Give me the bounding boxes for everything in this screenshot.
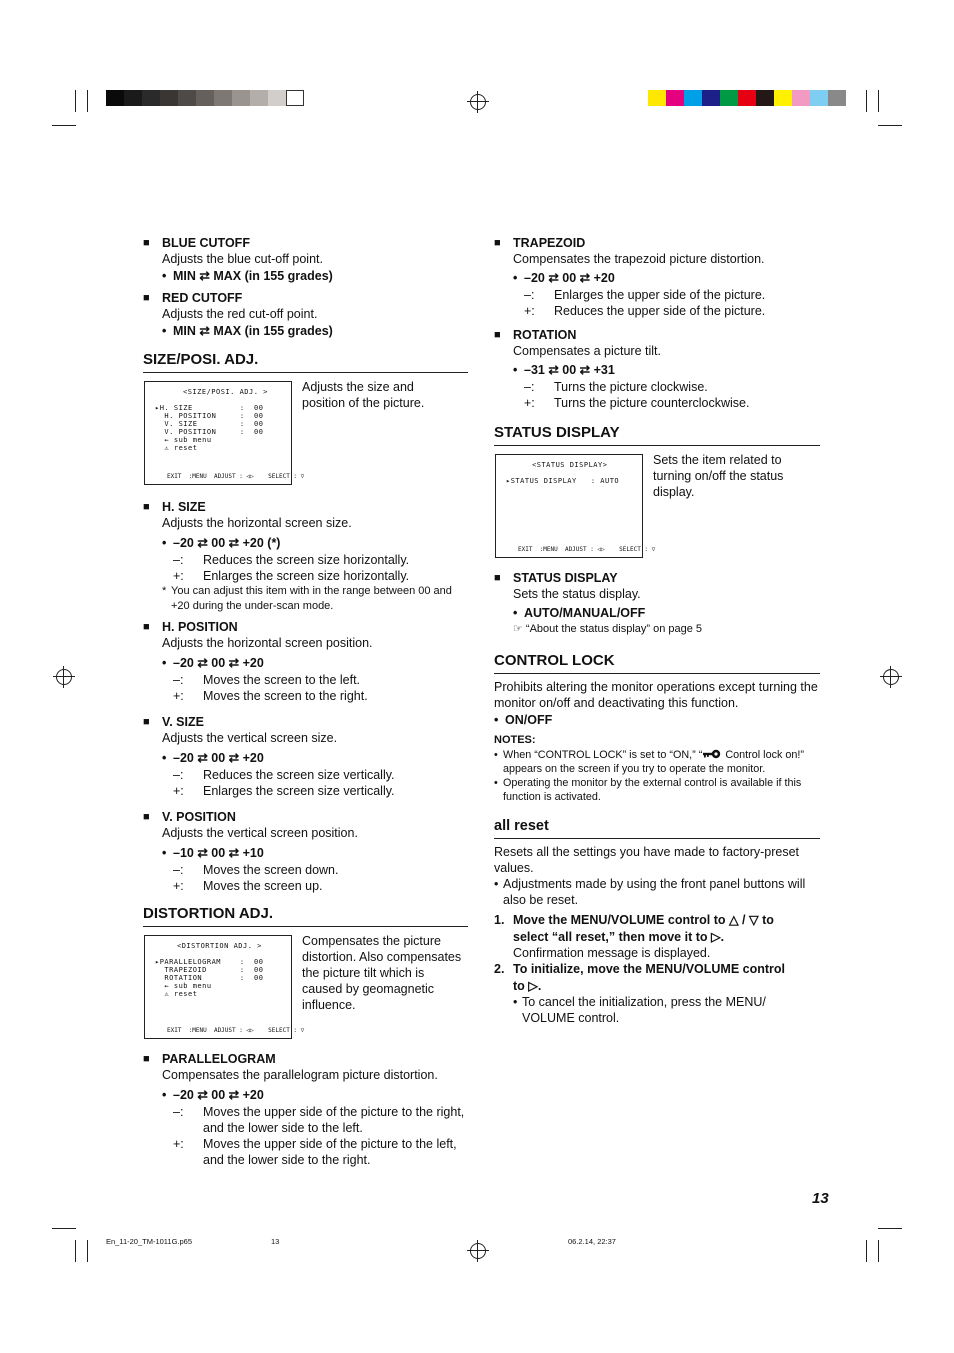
crop-mark: [87, 1240, 88, 1262]
calibration-swatch: [106, 90, 124, 106]
size-posi-heading: SIZE/POSI. ADJ.: [143, 350, 468, 373]
rotation-minus: –: Turns the picture clockwise.: [524, 380, 708, 394]
h-size-desc: Adjusts the horizontal screen size.: [162, 516, 352, 530]
h-position-desc: Adjusts the horizontal screen position.: [162, 636, 373, 650]
registration-mark-bottom: [470, 1243, 486, 1259]
calibration-swatch: [268, 90, 286, 106]
status-display-item-desc: Sets the status display.: [513, 587, 641, 601]
page-number: 13: [812, 1190, 829, 1207]
v-position-plus: +: Moves the screen up.: [173, 879, 323, 893]
osd-footer: EXIT :MENU ADJUST : ◁▷ SELECT : ▽: [167, 473, 305, 480]
status-display-ref: ☞ “About the status display” on page 5: [513, 623, 703, 635]
crop-mark: [878, 125, 902, 126]
left-column: [143, 225, 468, 1168]
calibration-swatch: [178, 90, 196, 106]
footer-file: En_11-20_TM-1011G.p65: [106, 1237, 193, 1246]
h-size-minus: –: Reduces the screen size horizontally.: [173, 553, 410, 567]
notes-label: NOTES:: [494, 734, 536, 746]
all-reset-bullet: • Adjustments made by using the front panel buttons will also be reset.: [494, 877, 806, 907]
size-posi-osd-screen: [144, 381, 305, 485]
crop-mark: [866, 1240, 867, 1262]
all-reset-step-1: 1. Move the MENU/VOLUME control to △ / ▽ to select “all reset,” then move it to ▷.: [494, 913, 774, 944]
all-reset-step-2-note: • To cancel the initialization, press the MENU/ VOLUME control.: [513, 995, 766, 1025]
distortion-heading: DISTORTION ADJ.: [143, 904, 468, 927]
crop-mark: [866, 90, 867, 112]
crop-mark: [75, 90, 76, 112]
osd-title: <STATUS DISPLAY>: [532, 461, 608, 469]
size-posi-desc: Adjusts the size and position of the picture.: [302, 380, 425, 410]
v-position-desc: Adjusts the vertical screen position.: [162, 826, 358, 840]
registration-mark-right: [883, 669, 899, 685]
red-cutoff-desc: Adjusts the red cut-off point.: [162, 307, 318, 321]
calibration-swatch: [756, 90, 774, 106]
parallelogram-plus: +: Moves the upper side of the picture to the left, and the lower side to the right.: [173, 1137, 457, 1167]
registration-mark-top: [470, 94, 486, 110]
h-position-title: ■ H. POSITION: [143, 619, 468, 635]
rotation-range: • –31 ⇄ 00 ⇄ +31: [513, 363, 615, 377]
calibration-swatch: [774, 90, 792, 106]
crop-mark: [878, 90, 879, 112]
control-lock-note-1: • When “CONTROL LOCK” is set to “ON,” “ Control lock on!” appears on the screen if you try to operate the monitor.: [494, 749, 804, 775]
footer-page: 13: [271, 1237, 280, 1246]
h-size-plus: +: Enlarges the screen size horizontally.: [173, 569, 410, 583]
parallelogram-range: • –20 ⇄ 00 ⇄ +20: [162, 1088, 264, 1102]
parallelogram-desc: Compensates the parallelogram picture distortion.: [162, 1068, 438, 1082]
trapezoid-range: • –20 ⇄ 00 ⇄ +20: [513, 271, 615, 285]
trapezoid-minus: –: Enlarges the upper side of the picture.: [524, 288, 766, 302]
calibration-swatch: [232, 90, 250, 106]
trapezoid-desc: Compensates the trapezoid picture distortion.: [513, 252, 765, 266]
calibration-swatch: [214, 90, 232, 106]
parallelogram-title: ■ PARALLELOGRAM: [143, 1051, 468, 1067]
calibration-swatch: [196, 90, 214, 106]
h-size-range: • –20 ⇄ 00 ⇄ +20 (*): [162, 536, 281, 550]
calibration-swatch: [810, 90, 828, 106]
v-size-range: • –20 ⇄ 00 ⇄ +20: [162, 751, 264, 765]
h-position-plus: +: Moves the screen to the right.: [173, 689, 368, 703]
osd-menu-lines: ▸PARALLELOGRAM : 00 TRAPEZOID : 00 ROTATION : 00 ← sub menu ⚠ reset: [155, 958, 264, 998]
osd-menu-lines: ▸H. SIZE : 00 H. POSITION : 00 V. SIZE : 00 V. POSITION : 00 ← sub menu ⚠ reset: [155, 404, 264, 452]
h-position-minus: –: Moves the screen to the left.: [173, 673, 361, 687]
osd-footer: EXIT :MENU ADJUST : ◁▷ SELECT : ▽: [518, 546, 656, 553]
calibration-swatch: [738, 90, 756, 106]
v-size-plus: +: Enlarges the screen size vertically.: [173, 784, 395, 798]
red-cutoff-range: • MIN ⇄ MAX (in 155 grades): [162, 324, 333, 338]
calibration-swatch: [702, 90, 720, 106]
control-lock-note-2: • Operating the monitor by the external control is available if this function is activated.: [494, 777, 802, 803]
all-reset-heading: all reset: [494, 816, 820, 839]
v-size-minus: –: Reduces the screen size vertically.: [173, 768, 395, 782]
h-size-note: * You can adjust this item with in the range between 00 and +20 during the under-scan mode.: [162, 585, 452, 612]
blue-cutoff-title: ■ BLUE CUTOFF: [143, 235, 468, 251]
osd-title: <SIZE/POSI. ADJ. >: [183, 388, 268, 396]
status-display-range: • AUTO/MANUAL/OFF: [513, 606, 646, 620]
v-position-range: • –10 ⇄ 00 ⇄ +10: [162, 846, 264, 860]
calibration-swatch: [648, 90, 666, 106]
osd-menu-lines: ▸STATUS DISPLAY : AUTO: [506, 477, 620, 485]
osd-footer: EXIT :MENU ADJUST : ◁▷ SELECT : ▽: [167, 1027, 305, 1034]
h-size-title: ■ H. SIZE: [143, 499, 468, 515]
status-display-osd-screen: [495, 454, 656, 558]
rotation-title: ■ ROTATION: [494, 327, 820, 343]
v-position-title: ■ V. POSITION: [143, 809, 468, 825]
crop-mark: [87, 90, 88, 112]
all-reset-step-1-note: Confirmation message is displayed.: [513, 946, 711, 960]
control-lock-heading: CONTROL LOCK: [494, 651, 820, 674]
calibration-swatch: [666, 90, 684, 106]
all-reset-desc: Resets all the settings you have made to factory-preset values.: [494, 845, 800, 875]
calibration-swatch: [684, 90, 702, 106]
crop-mark: [878, 1240, 879, 1262]
registration-mark-left: [56, 669, 72, 685]
distortion-osd-screen: [144, 935, 305, 1039]
rotation-desc: Compensates a picture tilt.: [513, 344, 661, 358]
h-position-range: • –20 ⇄ 00 ⇄ +20: [162, 656, 264, 670]
calibration-swatch: [160, 90, 178, 106]
status-display-heading: STATUS DISPLAY: [494, 423, 820, 446]
crop-mark: [52, 1228, 76, 1229]
blue-cutoff-range: • MIN ⇄ MAX (in 155 grades): [162, 269, 333, 283]
calibration-swatch: [124, 90, 142, 106]
distortion-desc: Compensates the picture distortion. Also compensates the picture tilt which is caused by geomagnetic influence.: [302, 934, 462, 1012]
footer-date: 06.2.14, 22:37: [568, 1237, 616, 1246]
v-size-title: ■ V. SIZE: [143, 714, 468, 730]
control-lock-range: • ON/OFF: [494, 713, 553, 727]
calibration-swatch: [142, 90, 160, 106]
crop-mark: [878, 1228, 902, 1229]
key-icon: [702, 749, 722, 759]
osd-title: <DISTORTION ADJ. >: [177, 942, 262, 950]
parallelogram-minus: –: Moves the upper side of the picture to the right, and the lower side to the left.: [173, 1105, 465, 1135]
rotation-plus: +: Turns the picture counterclockwise.: [524, 396, 750, 410]
status-display-desc: Sets the item related to turning on/off the status display.: [653, 453, 784, 499]
trapezoid-title: ■ TRAPEZOID: [494, 235, 820, 251]
crop-mark: [52, 125, 76, 126]
control-lock-desc: Prohibits altering the monitor operations except turning the monitor on/off and deactivating this function.: [494, 680, 818, 710]
calibration-swatch: [792, 90, 810, 106]
all-reset-step-2: 2. To initialize, move the MENU/VOLUME control to ▷.: [494, 962, 786, 993]
calibration-swatch: [720, 90, 738, 106]
right-column: [494, 225, 820, 1026]
trapezoid-plus: +: Reduces the upper side of the picture.: [524, 304, 766, 318]
red-cutoff-title: ■ RED CUTOFF: [143, 290, 468, 306]
crop-mark: [75, 1240, 76, 1262]
v-position-minus: –: Moves the screen down.: [173, 863, 339, 877]
v-size-desc: Adjusts the vertical screen size.: [162, 731, 338, 745]
calibration-swatch: [828, 90, 846, 106]
calibration-swatch: [250, 90, 268, 106]
calibration-swatch: [286, 90, 304, 106]
status-display-title: ■ STATUS DISPLAY: [494, 570, 820, 586]
blue-cutoff-desc: Adjusts the blue cut-off point.: [162, 252, 323, 266]
